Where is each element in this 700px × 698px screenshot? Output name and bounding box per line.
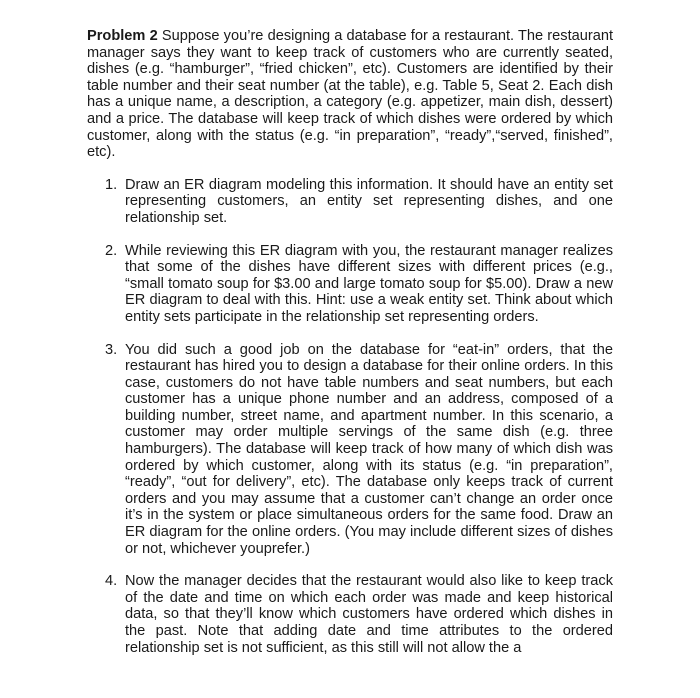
part-number: 4. — [105, 573, 118, 590]
problem-part-1 — [105, 176, 613, 227]
part-number: 3. — [105, 341, 118, 358]
part-number: 2. — [105, 242, 118, 259]
part-number: 1. — [105, 176, 118, 193]
part-text: While reviewing this ER diagram with you, the restaurant manager realizes that some of the dishes have different sizes with different prices (e.g., “small tomato soup for $3.00 and large tomato soup for $5.00). Draw a new ER diagram to deal with this. Hint: use a weak entity set. Think about which entity sets participate in the relationship set representing orders. — [125, 242, 613, 325]
problem-part-3 — [105, 341, 613, 558]
problem-intro-text: Suppose you’re designing a database for a restaurant. The restaurant manager says they want to keep track of customers who are currently seated, dishes (e.g. “hamburger”, “fried chicken”, etc). Customers are identified by their table number and their seat number (at the table), e.g. Table 5, Seat 2. Each dish has a unique name, a description, a category (e.g. appetizer, main dish, dessert) and a price. The database will keep track of which dishes were ordered by which customer, along with the status (e.g. “in preparation”, “ready”,“served, finished”, etc). — [87, 28, 613, 161]
problem-part-2 — [105, 242, 613, 326]
part-text: Draw an ER diagram modeling this information. It should have an entity set representing customers, an entity set representing dishes, and one relationship set. — [125, 176, 613, 226]
problem-intro — [87, 28, 613, 161]
problem-parts-list — [87, 177, 613, 656]
problem-document — [87, 28, 613, 672]
part-text: Now the manager decides that the restaurant would also like to keep track of the date and time on which each order was made and keep historical data, so that they’ll know which customers have ordered which dishes in the past. Note that adding date and time attributes to the ordered relationship set is not sufficient, as this still will not allow the a — [125, 573, 613, 656]
problem-part-4 — [105, 573, 613, 656]
part-text: You did such a good job on the database for “eat-in” orders, that the restaurant has hired you to design a database for their online orders. In this case, customers do not have table numbers and seat numbers, but each customer has a unique phone number and an address, composed of a building number, street name, and apartment number. In this scenario, a customer may order multiple servings of the same dish (e.g. three hamburgers). The database will keep track of how many of which dish was ordered by which customer, along with its status (e.g. “in preparation”, “ready”, “out for delivery”, etc). The database only keeps track of current orders and you may assume that a customer can’t change an order once it’s in the system or place simultaneous orders for the same food. Draw an ER diagram for the online orders. (You may include different sizes of dishes or not, whichever youprefer.) — [125, 341, 613, 557]
problem-label: Problem 2 — [87, 28, 158, 44]
